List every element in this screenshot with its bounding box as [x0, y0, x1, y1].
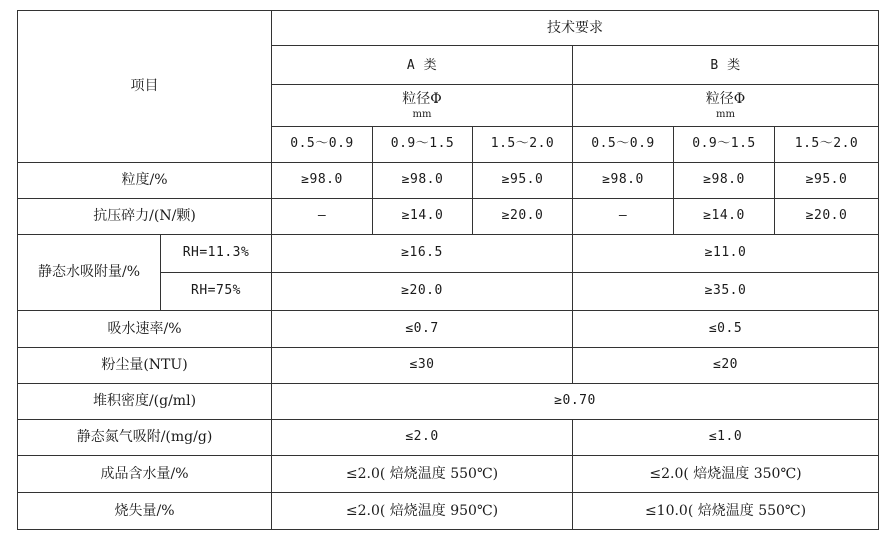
value-cell: ≥20.0 — [473, 199, 573, 235]
value-cell: — — [272, 199, 373, 235]
value-cell: ≤10.0( 焙烧温度 550℃) — [573, 493, 879, 530]
class-b-text: B 类 — [710, 57, 741, 73]
class-b-header — [573, 46, 879, 85]
value-cell: ≤30 — [272, 348, 573, 384]
particle-a-text: 粒径Φ — [402, 90, 442, 107]
value-cell: ≥98.0 — [272, 163, 373, 199]
spec-table-wrapper — [17, 10, 879, 530]
nitrogen-row — [18, 420, 879, 456]
row-label: 堆积密度/(g/ml) — [18, 384, 272, 420]
value-cell: ≤2.0( 焙烧温度 350℃) — [573, 456, 879, 493]
value-cell: ≤20 — [573, 348, 879, 384]
row-label: 静态水吸附量/% — [18, 235, 161, 311]
range-cell: 0.5～0.9 — [573, 127, 674, 163]
value-cell: ≤1.0 — [573, 420, 879, 456]
particle-b-header — [573, 85, 879, 127]
value-cell: ≤2.0( 焙烧温度 950℃) — [272, 493, 573, 530]
range-cell: 0.9～1.5 — [674, 127, 775, 163]
value-cell: ≥0.70 — [272, 384, 879, 420]
value-cell: ≥16.5 — [272, 235, 573, 273]
unit-a-text: mm — [412, 108, 432, 120]
value-cell: ≥14.0 — [674, 199, 775, 235]
dust-row — [18, 348, 879, 384]
item-header — [18, 11, 272, 163]
range-cell: 1.5～2.0 — [775, 127, 879, 163]
value-cell: ≥35.0 — [573, 273, 879, 311]
unit-b-text: mm — [716, 108, 735, 120]
bulk-density-row — [18, 384, 879, 420]
value-cell: ≥11.0 — [573, 235, 879, 273]
value-cell: ≤0.7 — [272, 311, 573, 348]
spec-table — [17, 10, 879, 530]
particle-b-text: 粒径Φ — [705, 90, 746, 107]
tech-req-text: 技术要求 — [547, 19, 603, 36]
value-cell: ≥95.0 — [473, 163, 573, 199]
value-cell: ≤2.0( 焙烧温度 550℃) — [272, 456, 573, 493]
particle-a-header — [272, 85, 573, 127]
range-cell: 0.5～0.9 — [272, 127, 373, 163]
value-cell: ≤0.5 — [573, 311, 879, 348]
granularity-row — [18, 163, 879, 199]
row-label: 粒度/% — [18, 163, 272, 199]
value-cell: ≥14.0 — [373, 199, 473, 235]
ignition-loss-row — [18, 493, 879, 530]
class-a-header — [272, 46, 573, 85]
static-water-row-1 — [18, 235, 879, 273]
range-cell: 1.5～2.0 — [473, 127, 573, 163]
row-label: 粉尘量(NTU) — [18, 348, 272, 384]
value-cell: — — [573, 199, 674, 235]
row-label: 烧失量/% — [18, 493, 272, 530]
range-cell: 0.9～1.5 — [373, 127, 473, 163]
item-header-text: 项目 — [130, 78, 159, 95]
class-a-text: A 类 — [406, 57, 438, 73]
row-label: 抗压碎力/(N/颗) — [18, 199, 272, 235]
value-cell: ≥98.0 — [674, 163, 775, 199]
value-cell: ≤2.0 — [272, 420, 573, 456]
header-row-1 — [18, 11, 879, 46]
water-content-row — [18, 456, 879, 493]
rh-label: RH=75% — [161, 273, 272, 311]
value-cell: ≥98.0 — [373, 163, 473, 199]
value-cell: ≥98.0 — [573, 163, 674, 199]
crush-row — [18, 199, 879, 235]
absorb-rate-row — [18, 311, 879, 348]
row-label: 吸水速率/% — [18, 311, 272, 348]
value-cell: ≥20.0 — [272, 273, 573, 311]
rh-label: RH=11.3% — [161, 235, 272, 273]
tech-req-header — [272, 11, 879, 46]
value-cell: ≥20.0 — [775, 199, 879, 235]
row-label: 静态氮气吸附/(mg/g) — [18, 420, 272, 456]
row-label: 成品含水量/% — [18, 456, 272, 493]
value-cell: ≥95.0 — [775, 163, 879, 199]
